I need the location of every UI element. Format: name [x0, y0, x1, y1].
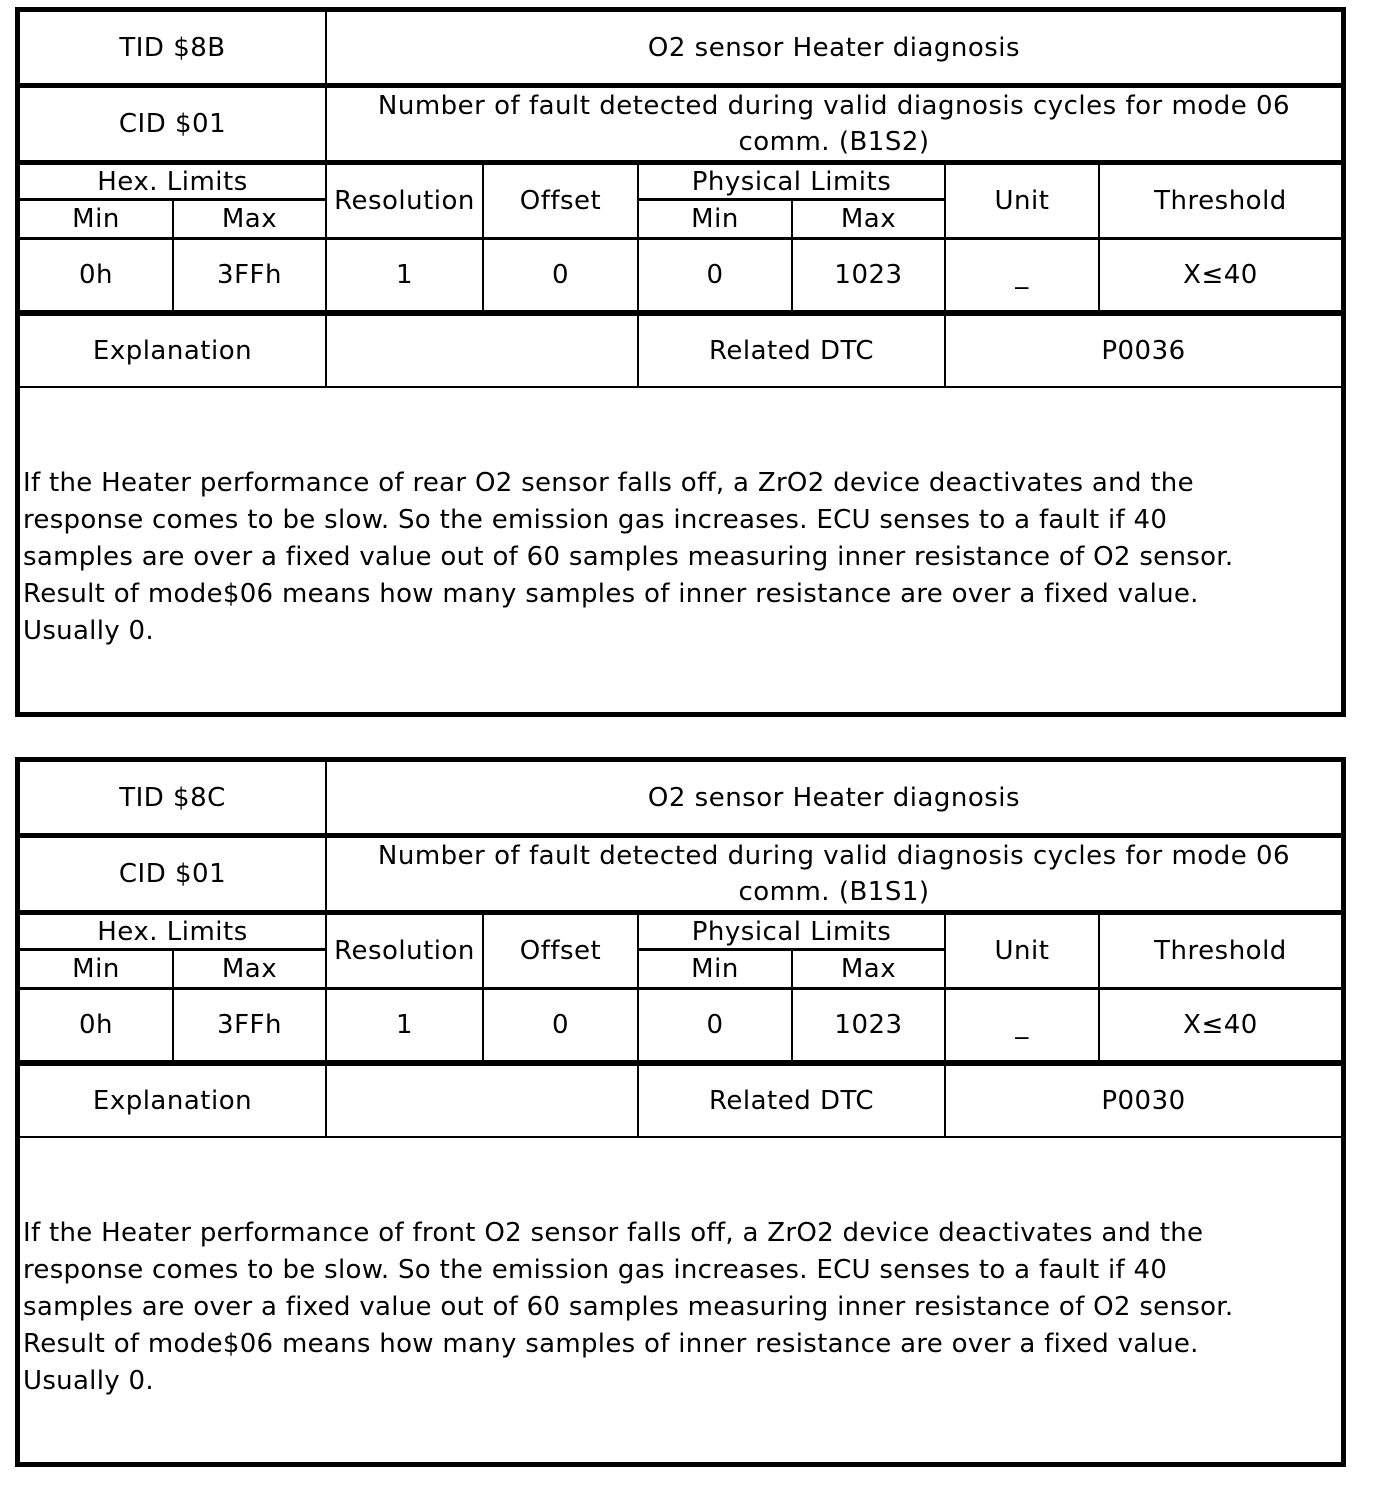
explanation-line: samples are over a fixed value out of 60 samples measuring inner resistance of O2 sensor.	[23, 1292, 1234, 1322]
explanation-line: Result of mode$06 means how many samples of inner resistance are over a fixed value.	[23, 1329, 1199, 1359]
explanation-line: response comes to be slow. So the emission gas increases. ECU senses to a fault if 40	[23, 1255, 1168, 1285]
unit-header: Unit	[994, 186, 1050, 216]
physical-limits-header: Physical Limits	[691, 166, 892, 197]
phys-min-value: 0	[706, 1010, 724, 1040]
hex-limits-header: Hex. Limits	[97, 166, 248, 197]
diagnosis-table-tid-8c	[15, 757, 1346, 1467]
unit-value: _	[1015, 1010, 1029, 1040]
row-divider	[20, 386, 1341, 388]
cid-label: CID $01	[118, 109, 227, 139]
explanation-line: Usually 0.	[23, 616, 154, 646]
hex-max-header: Max	[221, 954, 278, 984]
phys-min-header: Min	[691, 954, 739, 984]
hex-min-value: 0h	[78, 260, 114, 290]
cid-description	[327, 838, 1341, 910]
offset-value: 0	[551, 1010, 570, 1040]
explanation-line: If the Heater performance of rear O2 sensor falls off, a ZrO2 device deactivates and the	[23, 468, 1194, 498]
threshold-header: Threshold	[1154, 936, 1287, 966]
explanation-line: response comes to be slow. So the emission gas increases. ECU senses to a fault if 40	[23, 505, 1168, 535]
explanation-label: Explanation	[92, 1086, 253, 1116]
resolution-value: 1	[395, 1010, 414, 1040]
hex-min-value: 0h	[78, 1010, 114, 1040]
threshold-header: Threshold	[1154, 186, 1287, 216]
tid-label: TID $8C	[119, 782, 226, 813]
explanation-line: Result of mode$06 means how many samples of inner resistance are over a fixed value.	[23, 579, 1199, 609]
tid-label: TID $8B	[119, 32, 226, 63]
threshold-value: X≤40	[1183, 260, 1258, 290]
cid-description-line: Number of fault detected during valid diagnosis cycles for mode 06	[377, 841, 1291, 871]
phys-min-header: Min	[691, 204, 739, 234]
threshold-value: X≤40	[1183, 1010, 1258, 1040]
offset-header: Offset	[519, 936, 602, 966]
hex-min-header: Min	[72, 954, 120, 984]
offset-value: 0	[551, 260, 570, 290]
resolution-value: 1	[395, 260, 414, 290]
phys-max-header: Max	[840, 954, 897, 984]
hex-max-value: 3FFh	[217, 1010, 282, 1040]
related-dtc-label: Related DTC	[708, 336, 875, 366]
phys-max-header: Max	[840, 204, 897, 234]
cid-label: CID $01	[118, 859, 227, 889]
unit-value: _	[1015, 260, 1029, 290]
explanation-text	[23, 465, 1333, 650]
resolution-header: Resolution	[334, 936, 475, 966]
explanation-line: samples are over a fixed value out of 60 samples measuring inner resistance of O2 sensor.	[23, 542, 1234, 572]
related-dtc-label: Related DTC	[708, 1086, 875, 1116]
row-divider	[20, 1136, 1341, 1138]
physical-limits-header: Physical Limits	[691, 916, 892, 947]
cid-description	[327, 88, 1341, 160]
explanation-line: If the Heater performance of front O2 sensor falls off, a ZrO2 device deactivates and the	[23, 1218, 1204, 1248]
unit-header: Unit	[994, 936, 1050, 966]
explanation-text	[23, 1215, 1333, 1400]
hex-limits-header: Hex. Limits	[97, 916, 248, 947]
explanation-line: Usually 0.	[23, 1366, 154, 1396]
phys-max-value: 1023	[834, 260, 903, 290]
related-dtc-value: P0036	[1101, 336, 1186, 366]
cid-description-line: comm. (B1S2)	[738, 127, 930, 157]
offset-header: Offset	[519, 186, 602, 216]
hex-max-header: Max	[221, 204, 278, 234]
tid-description: O2 sensor Heater diagnosis	[647, 782, 1021, 813]
resolution-header: Resolution	[334, 186, 475, 216]
phys-max-value: 1023	[834, 1010, 903, 1040]
diagnosis-table-tid-8b	[15, 7, 1346, 717]
cid-description-line: Number of fault detected during valid diagnosis cycles for mode 06	[377, 91, 1291, 121]
phys-min-value: 0	[706, 260, 724, 290]
hex-max-value: 3FFh	[217, 260, 282, 290]
hex-min-header: Min	[72, 204, 120, 234]
tid-description: O2 sensor Heater diagnosis	[647, 32, 1021, 63]
cid-description-line: comm. (B1S1)	[738, 877, 930, 907]
related-dtc-value: P0030	[1101, 1086, 1186, 1116]
explanation-label: Explanation	[92, 336, 253, 366]
